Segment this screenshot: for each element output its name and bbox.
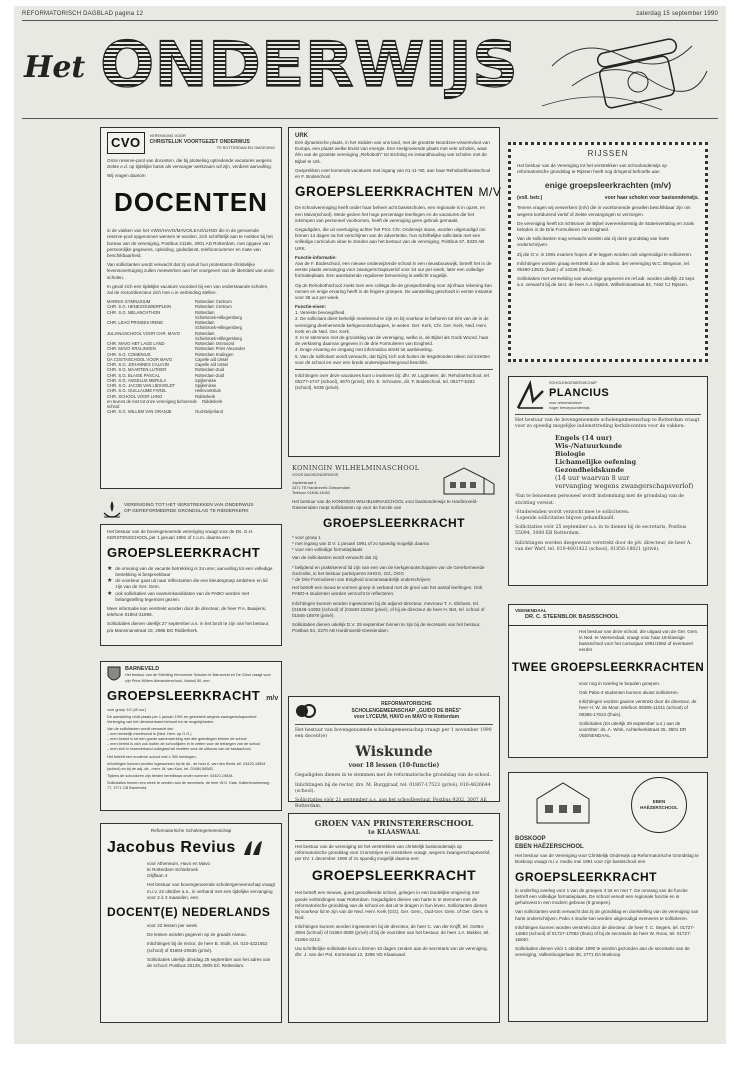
list-item: 2. De sollicitant dient kerkelijk meelevend te zijn en bij voorkeur te behoren tot één van de in de vereniging deelnemende kerkgenootschappen, te weten: Ger. Kerk, Chr. Ger. Kerk, Ned. Herv. Kerk en de Ned. Ger. Kerk. [295,316,489,334]
school-place: Hellevoetsluis [195,388,221,394]
subject-item: Engels (14 uur) [555,433,613,442]
ad-steenblok [508,604,708,758]
cvo-body3: In geval zich een tijdelijke vacature voordoet bij een van onderstaande scholen, zal de rector/directeur zich met u in verbinding stellen. [107,283,269,295]
school-place: Schiebroek-Hillegersberg [195,314,243,320]
prinsterer-apply: Uw schriftelijke sollicitatie kunt u binnen 10 dagen zenden aan de secretaris van de vereniging, dhr. J. van der Pol, Kornstraat 12, 3286 VD Klaaswaal. [295,945,488,958]
rijssen-sub-left: (voll. betr.) [517,194,543,201]
barneveld-body3: Het betreft een moderne school met ± 300 leerlingen. [107,754,197,759]
urk-funct: Aan de F. Bodeschool, een nieuwe onderwijzende school in een nieuwbouwwijk, betreft het in de eerste plaats vervanging voor zwangerschapsverlof voor 34 uur per week, later een volledige formatieplaats. Een aansluitende regulieree benoeming is wellicht mogelijk. [295,260,492,279]
wilhelmina-p2: Inlichtingen kunnen worden ingewonnen bij de adjunct-directeur, mevrouw T. A. Elshans, tel. (01846-14053 (school) of (01840-15264 (privé), of bij de directeur de heer H. Bet, tel. school of 01846-18979 (privé). [292,600,485,618]
kersten-title: GROEPSLEERKRACHT [107,545,261,561]
urk-suffix: M/V [478,185,502,200]
ad-barneveld [100,661,282,811]
pancius-intro: Het bestuur van de bovengenoemde scholengemeenschap te Rotterdam vraagt voor zo spoedig mogelijke indiensttreding kerkdocenten voor de vakken: [515,418,700,430]
ad-pancius [508,376,708,586]
kersten-org-line1: VERENIGING TOT HET VERSTREKKEN VAN ONDERWIJS [124,503,254,508]
revius-org: Reformatorische Scholengemeenschap [150,828,232,833]
ad-cvo [100,127,282,489]
urk-separator [295,369,493,370]
newspaper-page [14,6,726,1044]
pancius-p3: -Lopende sollicitaties blijven gehandhaafd. [515,516,615,522]
rijssen-place: RIJSSEN [587,149,629,158]
haezer-p2: Van sollicitanten wordt verwacht dat zij de grondslag en doelstelling van de vereniging van harte onderschrijven. Pabo 4 studie kan worden uitgenodigd eveneens te solliciteren. [515,909,699,921]
pancius-p2: -Studerenden wordt verzocht mee te solliciteren. [515,509,630,515]
cvo-header [107,132,275,154]
rijssen-p5: Inlichtingen worden graag verstrekt door de admin. der vereniging W.C. Blegman, tel. 05480-13631 (kant.) of 14236 (thuis). [517,260,691,272]
pancius-logo-icon [515,381,545,411]
list-item: 5. Van de sollicitant wordt verwacht, dat hij/zij zich ook buiten de lesgebonden taken zal inzetten voor de school en over een brede onderwijsachtergrond beschikt. [295,353,491,365]
telephone-illustration [542,26,712,114]
wilhelmina-name: KONINGIN WILHELMINASCHOOL [292,464,420,472]
haezer-name: EBEN HAËZERSCHOOL [515,844,584,851]
pancius-header [515,381,701,411]
kersten-org-line2: OP GEREFORMEERDE GRONDSLAG TE RIDDERKERK [124,509,249,515]
pancius-name: PLANCIUS [549,387,610,400]
wilhelmina-p1: Het betreft een nieuw te vormen groep in verband met de groei van het aantal leerlingen. Ook PABO-4 studenten worden verzocht te reflecteren. [292,585,483,597]
urk-eisen-list [295,310,493,366]
rijssen-intro: Het bestuur van de Vereniging tot het verstrekken van schoolonderwijs op reformatorische grondslag te Rijssen heeft nog dringend behoefte aan [517,162,667,174]
bullet-item [107,591,275,603]
barneveld-org: Het bestuur van de Stichting Hervormde Scholen te Barneveld en De Glind vraagt voor zijn Prins Willem Alexanderschool, Voskuil 50, een [125,673,271,683]
cvo-logo: CVO [107,132,145,154]
school-place: Rotterdam Centrum [195,304,232,310]
rijssen-sub [517,195,699,202]
shield-icon [107,666,121,684]
wilhelmina-items [292,535,496,554]
subject-item: vervanging wegens zwangerschapsverlof) [555,482,694,491]
prinsterer-separator [295,840,493,841]
subject-item: Biologie [555,449,586,458]
list-item: – men bereid is tot een goede samenwerking met alle geledingen binnen de school [107,737,247,742]
masthead-het: Het [24,50,86,85]
wilhelmina-name-block [292,464,419,496]
bullet-text: de omvang van de vacante betrekking is 34 uren; aanvulling tot een volledige betrekking is bespreekbaar [115,565,273,578]
school-name: DA COSTASCHOOL VOOR MAVO [107,356,173,362]
steenblok-p1: voor nog in overleg te bepalen groepen. [579,680,661,686]
barneveld-sub: voor groep 1/2 (40 uur) [107,707,146,712]
urk-title-row [295,183,502,201]
bullet-star-icon: ★ [107,565,113,572]
rijssen-p4: Zij die O.V. in 1991 examen hopen af te leggen worden ook uitgenodigd te solliciteren. [517,251,693,257]
school-place: Capelle a/d IJssel [195,356,229,362]
subject-item: Gezondheidskunde [555,466,625,475]
guido-sub: voor 18 lessen (10-functie) [348,762,440,770]
pancius-org [549,381,609,411]
steenblok-place: VEENENDAAL [515,608,547,613]
guido-org3: voor LYCEUM, HAVO en MAVO te Rotterdam [353,714,460,721]
steenblok-title: TWEE GROEPSLEERKRACHTEN [511,662,705,675]
list-item: * voor groep 1 [292,534,321,540]
list-item: – men bereid is zich ook buiten de schooltijden in te zetten voor de belangen van de school [107,742,261,747]
header-rule [22,20,718,21]
school-place: Rotterdam [195,320,215,326]
urk-title: GROEPSLEERKRACHTEN [295,184,474,200]
prinsterer-title: GROEPSLEERKRACHT [311,867,477,884]
masthead [22,22,718,116]
urk-vacatures: Gesprekken over komende vacatures met ingang van 01-11-’90, aan haar Rehobothbasisschool en F. Bodeschool [295,167,491,180]
pancius-org3: hoger beroepsonderwijs [549,406,590,411]
kersten-intro: Het bestuur van de bovengenoemde vereniging vraagt voor de Ds. G.H. KERSTENSCHOOL per 1 januari 1991 of z.o.m. daarna een [107,529,254,541]
guido-separator [295,724,493,725]
school-place: Capelle a/d IJssel [195,362,229,368]
guido-org2: SCHOLENGEMEENSCHAP „GUIDO DE BRÈS” [351,707,462,714]
barneveld-apply: Sollicitaties binnen een week te zenden aan de secretaris, de heer W.G. Kats, Kallenbroekerweg 77, 3771 CB Barneveld. [107,781,270,791]
haezer-emblem-area [515,777,701,835]
wilhelmina-addr2: 3371 TE Hardinxveld-Giessendam [292,486,350,491]
school-place: Spijkenisse [195,377,217,383]
barneveld-org-block [125,666,275,684]
steenblok-body [509,681,707,740]
barneveld-title: GROEPSLEERKRACHT [107,688,261,703]
ad-wilhelmina [288,462,500,684]
revius-addr2: te Rotterdam-Schiebroek [147,866,199,872]
cvo-org-line2: CHRISTELIJK VOORTGEZET ONDERWIJS [149,139,250,146]
kersten-apply: Sollicitaties dienen uiterlijk 27 september a.s. in het bezit te zijn van het bestuur, p/a Mansmanstraat 15, 2985 BG Ridderkerk. [107,621,270,633]
prinsterer-p1: Het betreft een nieuwe, goed geoutilleerde school, gelegen in een landelijke omgeving met goede verbindingen naar Rotterdam. Gegadigden dienen van harte in te stemmen met de reformatorische grondslag van de school en dat uit te dragen in hun leven. Sollicitanten dienen bij voorkeur lid te zijn van de Ned. Herv. Kerk (GG), Ger. Gem., Oud-Ger. Gem. of Ger. Gem. in Ned. [295,890,489,921]
urk-eisen-heading: Functie-eisen: [295,304,327,310]
masthead-rule [22,118,718,119]
subject-item: Lichamelijke oefening [555,457,637,466]
school-place: Oud-Beijerland [195,409,223,415]
ad-rijssen [508,142,708,362]
kersten-org [124,503,254,515]
wilhelmina-reqs [292,565,496,584]
school-row [107,409,275,414]
haezer-badge: EBEN HAËZERSCHOOL [631,777,687,833]
bullet-text: de voorkeur gaat uit naar reflectanten die een kleutergroep ambiëren en lid zijn van de Ger. Gem. [115,578,268,590]
revius-body1: Het bestuur van bovengenoemde scholengemeenschap vraagt m.i.v. 22 oktober a.s., in verband met een tijdelijke vervanging voor 2 à 3 maanden, een [147,882,275,900]
header-left: REFORMATORISCH DAGBLAD pagina 12 [22,11,144,17]
wilhelmina-header [292,464,496,496]
cvo-school-list [107,299,275,415]
list-item: * belijdend en praktiserend lid zijn van een van de kerkgenootschappen van de Gereformeerde Gezindte, in het bestuur participeren NHGG, GG, OGG [292,564,485,576]
school-name: CHR. MAVO KRALINGEN [107,346,156,352]
barneveld-place: BARNEVELD [125,666,160,672]
prinsterer-intro: Het bestuur van de vereniging tot het verstrekken van christelijk basisonderwijs op reformatorische grondslag voor Cromstrijen en omstreken vraagt, wegens zwangerschapsverlof, per DV. 1 december 1990 of zo spoedig mogelijk daarna een: [295,843,491,862]
cvo-org [150,134,275,151]
list-item: * met ingang van D.V. 1 januari 1991 of zo spoedig mogelijk daarna [292,541,429,547]
subject-item: Wis-/Natuurkunde [555,441,623,450]
school-name: CHR. S.G. BLAISE PASCAL [107,372,160,378]
urk-intro: Een dynamische plaats, in het midden van ons land, met de grootste Noordzee-vissersvloot van Europa, een plaats welke bruist van energie. Een snelgroeiende plaats met vele scholen, waar één van de grootste vereniging „Rehoboth” tot stichting en instandhouding van scholen met de Bijbel te Urk. [295,140,490,164]
list-item: * de Drie Formulieren van Enigheid onvoorwaardelijk onderschrijven [292,576,431,582]
school-name: CHR. S.G. MELANCHTHON [107,309,161,315]
school-name: CHR. S.G. COMENIUS [107,351,151,357]
revius-apply: Sollicitaties uiterlijk dinsdag 25 september aan het adres van de school: Postbus 33129, 3005 EC Rotterdam. [147,956,271,969]
rijssen-p1: Tevens vragen wij verwerkers (m/v) die in voorkomende gevallen beschikbaar zijn om wegens kortdurend verlof of ziekte vervangingen te verzorgen. [517,205,691,217]
guido-apply: Sollicitaties vóór 21 september a.s. aan het schoolbestuur, Postbus 9202, 3007 AE Rotterdam. [295,797,487,810]
ad-eben-haezer [508,772,708,1022]
school-place: Rotterdam [195,309,215,315]
steenblok-header [509,605,707,626]
prinsterer-name1: GROEN VAN PRINSTERERSCHOOL [314,818,474,828]
haezer-p3: Inlichtingen kunnen worden verstrekt door de directeur, de heer T. C. Segers, tel. 01727-14883 (school) of 01727-17052 (thuis) of bij de secretaris de heer W. Roos, tel. 01727-15840. [515,924,695,943]
school-place: Rotterdam-Zuid [195,372,225,378]
pancius-p1: -Van te benoemen personeel wordt instemming met de grondslag van de stichting vereist. [515,494,684,506]
prinsterer-p2: Inlichtingen kunnen worden ingewonnen bij de directeur, de heer C. van der Knijff, tel. 01864-3594 (school) of 01864-3508 (privé) of bij de voorzitter van het bestuur, de heer J.A. Bakker, tel. 01864-3213. [295,924,490,942]
revius-classes: De lessen worden gegeven op 2e graads niveau. [147,932,247,938]
bullet-item [107,566,275,578]
urk-info: Inlichtingen over deze vacatures kunt u inwinnen bij: dhr. W. Logtmeier, dir. Rehobothschool, tel. 05277-4747 (school), 4670 (privé), Dhr. E. Schouten, dir. F. Bodeschool, tel. 05277-5282 (school), 5036 (privé). [295,372,491,391]
school-place: Ridderkerk [195,393,216,399]
pancius-subjects [515,434,701,491]
list-item: * voor een volledige formatieplaats [292,547,363,553]
ad-guido-de-bres [288,696,500,810]
guido-p2: Inlichtingen bij de rector, drs. M. Burggraaf, tel. 01807-17523 (privé), 010-4826644 (school). [295,782,491,794]
school-place: Rotterdam Ommoord [195,341,235,347]
school-name: MARNIX GYMNASIUM [107,299,151,305]
bullet-star-icon: ★ [107,578,113,585]
masthead-word-graphic [96,28,522,101]
bullet-text: ook sollicitaties van examenkandidaten van de PABO worden met belangstelling tegemoet gezien. [115,590,250,602]
revius-addr1: voor Atheneum, Havo en Mavo [147,860,211,866]
urk-place: URK [295,133,308,139]
barneveld-body4: Inlichtingen kunnen worden ingewonnen bij de dir., de heer A. van den Berkt, tel. 03420-19834 (school) en bij de adj.-dir., mevr. W. van Kooi, tel. 03484-56583. [107,761,266,771]
guido-title: Wiskunde [355,744,433,761]
revius-details [107,923,275,969]
lamp-logo-icon [102,499,122,521]
barneveld-items [107,732,275,753]
list-item: 1. Vereiste bevoegdheid. [295,310,346,316]
rijssen-sub-right: voor haar scholen voor basisonderwijs. [604,194,699,201]
revius-address [107,861,275,880]
steenblok-p2: Ook Pabo-4 studenten kunnen alvast solliciteren. [579,690,679,696]
guido-org1: REFORMATORISCHE [381,701,432,708]
school-place: Schiebroek-Hillegersberg [195,325,243,331]
rijssen-p3: Van de sollicitanten mag verwacht worden dat zij deze grondslag van harte onderschrijven. [517,236,670,248]
prinsterer-name2: te KLAASWAAL [368,828,420,836]
wilhelmina-title: GROEPSLEERKRACHT [322,515,465,530]
urk-p1: De schoolvereniging heeft onder haar beheer acht basisscholen, een regionale is in opzet, en een Mavo(school). Mede gezien het hoge percentage leerlingen en de vacatures die het inkrimpen van personeel voorkomen, heeft de vereniging geen gebruik gemaakt. [295,205,486,223]
ad-prinsterer [288,813,500,1023]
school-name: CHR. SCHOOL VOOR LHNO [107,393,163,399]
wilhelmina-intro: Het bestuur van de KONINGIN WILHELMINASCHOOL voor basisonderwijs te Hardinxveld-Giessendam roept sollicitanten op voor de functie van [292,499,478,511]
haezer-place: BOSKOOP [515,836,546,842]
guido-logo-icon [295,701,315,721]
urk-p2: Gegadigden, die uit overtuiging achter het Prot. Chr. Onderwijs staan, worden uitgenodigd om binnen 14 dagen na het verschijnen van de advertentie, hun schriftelijke sollicitatie met een volledige curriculum vitae te zenden aan het bestuur van de vereniging, Postbus 67, 8320 AB URK. [295,227,486,251]
wilhelmina-addr1: Jupiterstraat 4 [292,480,317,485]
running-header [22,8,718,20]
rijssen-title: enige groepsleerkrachten (m/v) [544,180,672,191]
cvo-ask: Wij vragen daarom [107,172,146,178]
steenblok-apply: Sollicitaties (tot uiterlijk 29 september a.s.) aan de voorzitter: ds. A. Wink, Achterkerkstraat 35, 3901 DR VEENENDAAL. [579,720,687,739]
urk-funct-heading: Functie-informatie: [295,254,337,260]
school-name: CHR. S.G. MAARTEN LUTHER [107,367,167,373]
guido-header [295,701,493,721]
school-name: CHR. S.G. HENEGOUWERPLEIN [107,304,171,310]
list-item: – men zich in teamverband collegiaal wil inzetten voor de uitbouw van de basisschool. [107,747,252,752]
school-name: CHR. S.G. JOHANNES CALVIJN [107,362,169,368]
school-name: CHR. MAVO HET LAGE LAND [107,341,165,347]
school-name: JULIANASCHOOL VOOR CHR. MAVO [107,330,180,336]
revius-name: Jacobus Revius [107,839,236,857]
bullet-star-icon: ★ [107,590,113,597]
rijssen-apply: Sollicitaties met vermelding van uitvoerige gegevens en ref.adr. worden uiterlijk 22 sept. a.s. verwacht bij de sect. de heer A.J. Nijsink, Wilhelminastraat 84, 7462 CJ Rijssen. [517,276,696,288]
ad-revius [100,823,282,1023]
list-item: – men kerkelijk meelevend is (Ned. Herv. op G.G.) [107,732,192,737]
list-item: 3. In te stemmen met de grondslag van de vereniging, welke is, de Bijbel als Gods Woord, haar de verklaring daarvan gegeven in de drie Formulieren van Enigheid. [295,335,489,347]
revius-logo-icon [242,840,264,856]
cvo-org-line3: TE ROTTERDAM EN OMGEVING [216,146,275,151]
steenblok-name: DR. C. STEENBLOK BASISSCHOOL [525,614,619,621]
school-name: CHR. S.G. ANGELUS MERULA [107,377,167,383]
school-place: Spijkenisse [195,383,217,389]
school-name: en tevens de met tot onze vereniging behorende school: [107,398,197,410]
wilhelmina-apply: Sollicitaties dienen uiterlijk D.V. 29 september binnen te zijn bij de secretaris van het bestuur, Postbus 54, 3370 AB Hardinxveld-Giessendam. [292,622,481,634]
bullet-item [107,578,275,590]
kersten-bullets [107,566,275,603]
school-place: Rotterdam Kralingen [195,351,234,357]
school-building-illustration [442,464,496,496]
cvo-title: DOCENTEN [114,187,268,218]
steenblok-p3: Inlichtingen worden gaarne verstrekt door de directeur, de heer H. W. de Moor, telefoon 08385-11011 (school) of 08385-17623 (thuis). [579,699,697,717]
revius-addr3: Olijflaan 4 [147,873,168,879]
subject-item: (14 uur waarvan 8 uur [555,474,630,483]
school-name: CHR. LEAO PRINSES IRENE [107,320,164,326]
masthead-word: ONDERWIJS [100,28,518,101]
kersten-info: Meer informatie kan verstrekt worden door de directeur, de heer P.A. Baaijens, telefoon 01804-31896. [107,606,267,618]
haezer-title: GROEPSLEERKRACHT [515,869,658,884]
school-building-illustration [533,779,593,825]
barneveld-title-row [107,687,279,705]
ad-kerstenschool [100,524,282,646]
haezer-intro: Het bestuur van de Vereniging voor Christelijk Onderwijs op Reformatorische Grondslag te Boskoop vraagt m.i.v. medio mei 1991 voor zijn basisschool een [515,853,699,865]
barneveld-body5: Tijdens de schooluren zijn beiden bereikbaar onder nummer: 03420-19834. [107,773,234,778]
school-name: CHR. S.G. WILLEM VAN ORANJE [107,409,172,415]
pancius-org2: voor reformatorisch [549,400,582,405]
school-name: CHR. S.G. JACOB VAN LIESVELDT [107,383,176,389]
school-place: Rotterdam [195,330,215,336]
school-place: Rotterdam Prins Alexander [195,346,246,352]
pancius-separator [515,414,701,415]
wilhelmina-expect: Van de sollicitanten wordt verwacht dat zij: [292,555,379,561]
pancius-info: Inlichtingen worden desgewenst verstrekt door de plv. directeur, de heer A. van der Werf, tel. 010-4801422 (school), 01856-18021 (privé). [515,540,692,552]
barneveld-suffix: m/v [266,695,279,702]
school-name: CHR. S.G. GUILLAUME FAREL [107,388,167,394]
guido-org [320,701,493,721]
school-row [107,399,275,410]
guido-p1: Gegadigden dienen in te stemmen met de reformatorische grondslag van de school. [295,773,491,779]
rijssen-p2: De vereniging heeft tot richtsnoer de Bijbel overeenkomstig de Statenvertaling en zoals beleden in de Drie Formulieren van Enigheid. [517,220,694,232]
cvo-intro: Onze reserve-pool van docenten, die bij plotseling optredende vacatures wegens ziekte e.d. op tijdelijke basis als vervanger werkzaam wil zijn, verdient aanvulling. [107,157,272,169]
haezer-apply: Sollicitaties dienen vóór 1 oktober 1990 te worden gezonden aan de secretaris van de vereniging, Valkenburgerlaan 36, 2771 DA Boskoop. [515,946,690,958]
pancius-org1: SCHOLENGEMEENSCHAP [549,381,597,385]
cvo-body1: in de vakken van het VWO/HAVO/MAVO/LEAO/LHNO die in de genoemde reserve-pool opgenomen wensen te worden, zich schriftelijk aan te melden bij het bureau van de vereniging, Postbus 21156, 3001 AD Rotterdam, met opgave van persoonlijke gegevens, opleiding, godsdienst, telefoonnummer en mate van beschikbaarheid. [107,228,273,258]
revius-hours: voor 22 lessen per week. [147,923,199,929]
pancius-apply: Sollicitaties vóór 25 september a.s. in te dienen bij de secretaris, Postbus 55094, 3008 EB Rotterdam. [515,525,687,537]
school-place: Rotterdam-Zuid [195,367,225,373]
ad-kersten-org [100,499,282,523]
cvo-body2: Van sollicitanten wordt verwacht dat zij vanuit hun protestants-christelijke levensovertuiging zullen meewerken aan het voorgeven van de identiteit van onze scholen. [107,262,274,280]
list-item: 4. Enige ervaring en omgang met informatica strekt tot aanbeveling. [295,347,433,353]
school-place: Rotterdam Centrum [195,299,232,305]
barneveld-body2: Van de sollicitanten wordt verwacht dat: [107,726,174,731]
barneveld-body1: De aanstelling vindt plaats per 1 januari 1991 en geschiedt wegens zwangerschapsverlof. Verlenging van het dienstverband behoort tot de mogelijkheden. [107,714,258,724]
steenblok-intro-block [509,626,707,660]
wilhelmina-addr3: Telefoon 01846-14053 [292,491,330,496]
revius-name-row [107,837,275,859]
wilhelmina-sub: VOOR BASISONDERWIJS [292,472,339,477]
barneveld-header [107,666,275,684]
header-right: zaterdag 15 september 1990 [636,11,718,17]
urk-p3: Op de Rehobothschool zoekt men een collega die de groeperbreding voor zijn/haar rekening kan nemen en enige ervaring heeft in de hogere groepen. De aanstelling geschiedt in eerste instantie voor 38 uur per week. [295,282,493,300]
revius-info: Inlichtingen bij de rector, de heer B. Stolk, tel. 010-4221652 (school) of 01804-20636 (privé). [147,941,268,953]
school-place: Schiebroek-Hillegersberg [195,335,243,341]
haezer-p1: in onderling overleg voor 1 van de groepen 4 tot en met 7. De omvang van de functie betreft een volledige formatieplaats. De school vervult een regionale functie en is gehuisvest in een modern gebouw (8 groepen). [515,887,688,906]
ad-urk [288,127,500,457]
cvo-org-line1: VERENIGING VOOR [149,134,186,139]
school-place: Ridderkerk [202,398,223,404]
guido-intro: Het bestuur van bovengenoemde scholengemeenschap vraagt per 1 november 1990 een docent(e) [295,728,492,740]
revius-title: DOCENT(E) NEDERLANDS [107,904,271,919]
steenblok-intro: Het bestuur van deze school, die uitgaat van de Ger. Gem. in Ned. te Veenendaal, vraagt voor haar 18-klassige basisschool voor het cursusjaar 1991/1992 of eventueel eerder [579,628,699,653]
